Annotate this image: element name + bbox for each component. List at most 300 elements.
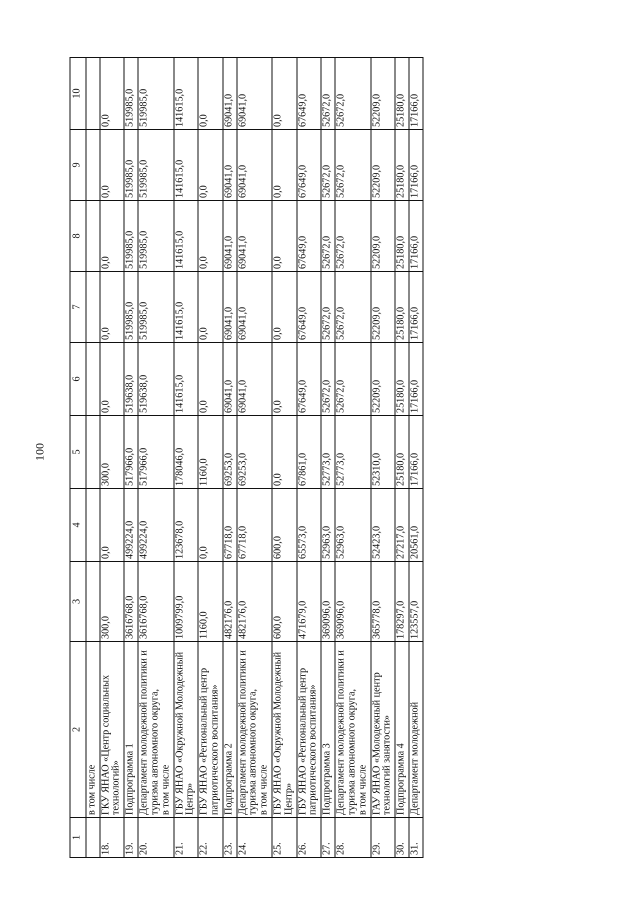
value-cell — [237, 58, 272, 130]
value-cell — [174, 201, 199, 272]
value-line: 69041,0 — [223, 235, 235, 269]
value-line: 3616768,0 — [124, 595, 136, 639]
value-line: 0,0 — [272, 185, 284, 198]
row-number: 30. — [395, 818, 409, 858]
value-line: 178046,0 — [174, 447, 185, 486]
value-cell — [395, 58, 409, 130]
table-row — [272, 58, 297, 858]
value-line: 69041,0 — [237, 93, 249, 127]
value-cell — [321, 416, 335, 489]
value-line: 519638,0 — [138, 374, 150, 413]
row-name — [321, 642, 335, 818]
column-header: 7 — [70, 272, 86, 343]
value-cell — [174, 272, 199, 343]
row-name-line: ГБУ ЯНАО «Окружной Молодежный Центр» — [272, 651, 295, 815]
value-cell — [100, 130, 125, 201]
value-cell — [409, 58, 423, 130]
value-cell — [100, 343, 125, 416]
value-cell — [371, 201, 396, 272]
value-cell — [297, 416, 322, 489]
value-line: 0,0 — [272, 400, 284, 413]
value-cell — [237, 272, 272, 343]
value-cell — [100, 416, 125, 489]
value-cell — [237, 416, 272, 489]
value-line: 300,0 — [100, 616, 112, 639]
value-line: 519985,0 — [138, 159, 150, 198]
value-line: 1009799,0 — [174, 595, 185, 639]
row-name-line: ГБУ ЯНАО «Региональный центр патриотического воспитания» — [297, 667, 319, 815]
value-cell — [124, 416, 138, 489]
value-cell — [321, 130, 335, 201]
value-line: 0,0 — [272, 327, 284, 340]
value-cell — [297, 272, 322, 343]
row-name — [138, 642, 173, 818]
value-cell — [395, 201, 409, 272]
value-cell — [335, 562, 370, 642]
value-line: 52963,0 — [335, 525, 347, 559]
value-cell — [395, 130, 409, 201]
row-name — [100, 642, 125, 818]
value-line: 600,0 — [272, 536, 284, 559]
value-cell — [100, 489, 125, 562]
value-line: 20561,0 — [409, 525, 421, 559]
value-line: 482176,0 — [223, 600, 235, 639]
value-line: 67861,0 — [297, 452, 309, 486]
table-row — [321, 58, 335, 858]
value-cell — [335, 58, 370, 130]
value-cell — [409, 562, 423, 642]
value-line: 67649,0 — [297, 93, 309, 127]
table-row — [138, 58, 173, 858]
row-name-line: Подпрограмма 2 — [223, 743, 235, 815]
value-line: 300,0 — [100, 463, 112, 486]
value-line: 52310,0 — [371, 452, 382, 486]
value-line: 0,0 — [272, 114, 284, 127]
value-cell — [223, 201, 237, 272]
value-cell — [138, 201, 173, 272]
value-cell — [223, 562, 237, 642]
value-line: 52672,0 — [335, 93, 347, 127]
value-line: 52672,0 — [321, 379, 333, 413]
value-cell — [237, 201, 272, 272]
value-cell — [321, 562, 335, 642]
row-name-line: ГБУ ЯНАО «Региональный центр патриотического воспитания» — [198, 667, 221, 815]
value-cell — [371, 489, 396, 562]
value-line: 17166,0 — [409, 235, 421, 269]
value-cell — [321, 272, 335, 343]
value-cell — [138, 416, 173, 489]
value-cell — [395, 562, 409, 642]
row-name-line: в том числе — [160, 764, 172, 815]
value-cell — [395, 343, 409, 416]
value-line: 3616768,0 — [138, 595, 150, 639]
page-number: 100 — [32, 443, 47, 461]
value-cell — [395, 272, 409, 343]
value-line: 52672,0 — [335, 164, 347, 198]
value-cell — [395, 416, 409, 489]
row-name-line: Подпрограмма 3 — [321, 743, 333, 815]
value-line: 69041,0 — [237, 164, 249, 198]
row-name — [395, 642, 409, 818]
value-line: 519985,0 — [124, 88, 136, 127]
value-line: 17166,0 — [409, 379, 421, 413]
value-line: 0,0 — [198, 546, 210, 559]
value-cell — [124, 272, 138, 343]
value-cell — [223, 489, 237, 562]
row-name — [371, 642, 396, 818]
value-line: 123678,0 — [174, 520, 185, 559]
table-row — [371, 58, 396, 858]
value-cell — [409, 272, 423, 343]
value-cell — [237, 343, 272, 416]
value-line: 17166,0 — [409, 452, 421, 486]
value-cell — [86, 343, 100, 416]
value-line: 52209,0 — [371, 306, 382, 340]
value-cell — [297, 201, 322, 272]
value-line: 17166,0 — [409, 164, 421, 198]
value-line: 69041,0 — [223, 379, 235, 413]
value-line: 52773,0 — [335, 452, 347, 486]
value-line: 67718,0 — [237, 525, 249, 559]
value-cell — [124, 58, 138, 130]
value-line: 369096,0 — [321, 600, 333, 639]
value-cell — [86, 58, 100, 130]
value-line: 52209,0 — [371, 93, 382, 127]
value-line: 519985,0 — [138, 88, 150, 127]
value-cell — [297, 58, 322, 130]
value-cell — [409, 130, 423, 201]
value-cell — [371, 130, 396, 201]
value-cell — [371, 58, 396, 130]
value-cell — [321, 489, 335, 562]
value-cell — [198, 343, 223, 416]
value-line: 67649,0 — [297, 379, 309, 413]
value-line: 519985,0 — [124, 301, 136, 340]
value-line: 178297,0 — [395, 600, 407, 639]
row-name-line: Департамент молодежной политики и туризма автономного округа, — [335, 650, 358, 815]
value-line: 52672,0 — [335, 235, 347, 269]
budget-table-container — [70, 58, 575, 858]
table-row — [297, 58, 322, 858]
table-row — [335, 58, 370, 858]
value-line: 519985,0 — [124, 230, 136, 269]
row-number: 20. — [138, 818, 173, 858]
value-line: 141615,0 — [174, 374, 185, 413]
row-name-line: Департамент молодежной — [409, 701, 421, 815]
row-name — [124, 642, 138, 818]
value-line: 52672,0 — [321, 306, 333, 340]
value-line: 25180,0 — [395, 306, 407, 340]
value-line: 0,0 — [272, 473, 284, 486]
column-header: 3 — [70, 562, 86, 642]
value-line: 25180,0 — [395, 164, 407, 198]
value-cell — [272, 58, 297, 130]
table-row — [86, 58, 100, 858]
value-line: 517966,0 — [138, 447, 150, 486]
row-number: 27. — [321, 818, 335, 858]
value-line: 519638,0 — [124, 374, 136, 413]
value-line: 369096,0 — [335, 600, 347, 639]
value-line: 0,0 — [198, 185, 210, 198]
value-line: 69041,0 — [237, 235, 249, 269]
value-cell — [409, 489, 423, 562]
value-cell — [100, 201, 125, 272]
value-cell — [272, 130, 297, 201]
row-name-line: в том числе — [86, 764, 98, 815]
value-cell — [198, 201, 223, 272]
value-line: 69041,0 — [223, 93, 235, 127]
row-number: 28. — [335, 818, 370, 858]
row-name-line: в том числе — [258, 764, 270, 815]
value-line: 0,0 — [272, 256, 284, 269]
value-line: 25180,0 — [395, 379, 407, 413]
value-cell — [198, 489, 223, 562]
row-name-line: ГБУ ЯНАО «Окружной Молодежный Центр» — [174, 651, 196, 815]
value-cell — [371, 562, 396, 642]
value-line: 0,0 — [198, 400, 210, 413]
value-cell — [272, 272, 297, 343]
value-cell — [237, 489, 272, 562]
row-name-line: Департамент молодежной политики и туризма автономного округа, — [237, 650, 259, 815]
value-cell — [138, 489, 173, 562]
value-cell — [138, 562, 173, 642]
value-line: 52672,0 — [321, 164, 333, 198]
value-cell — [237, 130, 272, 201]
column-header: 4 — [70, 489, 86, 562]
value-line: 0,0 — [198, 114, 210, 127]
table-row — [223, 58, 237, 858]
value-line: 69253,0 — [237, 452, 249, 486]
table-row — [174, 58, 199, 858]
value-cell — [237, 562, 272, 642]
column-header: 6 — [70, 343, 86, 416]
row-name-line: Подпрограмма 1 — [124, 743, 136, 815]
value-line: 365778,0 — [371, 600, 382, 639]
value-line: 1160,0 — [198, 458, 210, 486]
column-header: 10 — [70, 58, 86, 130]
value-cell — [138, 58, 173, 130]
row-number: 21. — [174, 818, 199, 858]
value-line: 600,0 — [272, 616, 284, 639]
value-line: 499224,0 — [138, 520, 150, 559]
value-cell — [86, 201, 100, 272]
value-cell — [409, 343, 423, 416]
value-cell — [86, 416, 100, 489]
value-cell — [198, 58, 223, 130]
value-cell — [86, 489, 100, 562]
value-line: 519985,0 — [124, 159, 136, 198]
value-line: 52672,0 — [321, 93, 333, 127]
table-row — [409, 58, 423, 858]
value-line: 67649,0 — [297, 306, 309, 340]
value-cell — [371, 416, 396, 489]
value-line: 27217,0 — [395, 525, 407, 559]
value-line: 69041,0 — [223, 164, 235, 198]
value-line: 499224,0 — [124, 520, 136, 559]
value-cell — [272, 201, 297, 272]
value-line: 52672,0 — [335, 379, 347, 413]
value-cell — [335, 130, 370, 201]
row-number: 23. — [223, 818, 237, 858]
value-cell — [371, 343, 396, 416]
row-name — [223, 642, 237, 818]
row-number: 19. — [124, 818, 138, 858]
value-line: 52963,0 — [321, 525, 333, 559]
value-line: 482176,0 — [237, 600, 249, 639]
table-row — [198, 58, 223, 858]
value-cell — [297, 562, 322, 642]
value-line: 0,0 — [100, 185, 112, 198]
value-line: 69041,0 — [237, 379, 249, 413]
value-cell — [223, 416, 237, 489]
column-header: 5 — [70, 416, 86, 489]
row-name — [409, 642, 423, 818]
value-cell — [138, 272, 173, 343]
budget-table — [70, 57, 424, 858]
value-cell — [138, 343, 173, 416]
value-cell — [174, 489, 199, 562]
row-name — [335, 642, 370, 818]
row-name — [174, 642, 199, 818]
value-cell — [395, 489, 409, 562]
row-number: 26. — [297, 818, 322, 858]
value-line: 519985,0 — [138, 301, 150, 340]
value-cell — [198, 272, 223, 343]
value-cell — [198, 130, 223, 201]
row-name — [86, 642, 100, 818]
row-name — [272, 642, 297, 818]
column-header: 8 — [70, 201, 86, 272]
value-line: 52209,0 — [371, 235, 382, 269]
value-cell — [124, 343, 138, 416]
value-cell — [321, 201, 335, 272]
value-cell — [223, 58, 237, 130]
value-line: 141615,0 — [174, 159, 185, 198]
table-row — [237, 58, 272, 858]
value-cell — [223, 130, 237, 201]
value-line: 0,0 — [198, 256, 210, 269]
value-line: 0,0 — [100, 256, 112, 269]
value-line: 519985,0 — [138, 230, 150, 269]
column-header: 1 — [70, 818, 86, 858]
row-name-line: в том числе — [357, 764, 369, 815]
value-line: 67649,0 — [297, 235, 309, 269]
table-row — [100, 58, 125, 858]
value-cell — [321, 58, 335, 130]
row-number: 25. — [272, 818, 297, 858]
value-line: 52423,0 — [371, 525, 382, 559]
value-line: 1160,0 — [198, 611, 210, 639]
value-cell — [124, 201, 138, 272]
row-name — [297, 642, 322, 818]
value-cell — [409, 201, 423, 272]
value-cell — [138, 130, 173, 201]
row-number: 29. — [371, 818, 396, 858]
value-cell — [86, 272, 100, 343]
value-cell — [409, 416, 423, 489]
value-line: 123557,0 — [409, 600, 421, 639]
row-name-line: Подпрограмма 4 — [395, 743, 407, 815]
column-header: 9 — [70, 130, 86, 201]
value-cell — [272, 489, 297, 562]
value-cell — [174, 58, 199, 130]
value-line: 67649,0 — [297, 164, 309, 198]
column-header: 2 — [70, 642, 86, 818]
value-cell — [174, 416, 199, 489]
value-cell — [223, 343, 237, 416]
value-line: 25180,0 — [395, 235, 407, 269]
value-line: 141615,0 — [174, 301, 185, 340]
row-name-line: Департамент молодежной политики и туризма автономного округа, — [138, 650, 161, 815]
value-cell — [297, 130, 322, 201]
header-row — [70, 58, 86, 858]
value-line: 67718,0 — [223, 525, 235, 559]
value-line: 0,0 — [100, 114, 112, 127]
row-number: 18. — [100, 818, 125, 858]
row-name-line: ГКУ ЯНАО «Центр социальных технологий» — [100, 674, 122, 815]
row-number: 24. — [237, 818, 272, 858]
value-cell — [335, 489, 370, 562]
row-name — [198, 642, 223, 818]
value-line: 52672,0 — [335, 306, 347, 340]
value-cell — [335, 343, 370, 416]
value-line: 52672,0 — [321, 235, 333, 269]
value-cell — [223, 272, 237, 343]
value-cell — [297, 343, 322, 416]
value-line: 52209,0 — [371, 379, 382, 413]
value-line: 69041,0 — [237, 306, 249, 340]
value-cell — [272, 562, 297, 642]
value-cell — [124, 489, 138, 562]
value-line: 69253,0 — [223, 452, 235, 486]
value-cell — [124, 562, 138, 642]
row-name — [237, 642, 272, 818]
value-line: 17166,0 — [409, 306, 421, 340]
value-line: 69041,0 — [223, 306, 235, 340]
value-cell — [297, 489, 322, 562]
value-cell — [272, 416, 297, 489]
value-cell — [198, 562, 223, 642]
value-line: 0,0 — [100, 327, 112, 340]
value-cell — [100, 562, 125, 642]
value-cell — [272, 343, 297, 416]
row-name-line: ГАУ ЯНАО «Молодежный центр технологий занятости» — [371, 672, 393, 815]
value-line: 471679,0 — [297, 600, 309, 639]
value-cell — [371, 272, 396, 343]
table-row — [395, 58, 409, 858]
table-row — [124, 58, 138, 858]
value-line: 65573,0 — [297, 525, 309, 559]
value-cell — [174, 130, 199, 201]
value-line: 0,0 — [198, 327, 210, 340]
row-number: 22. — [198, 818, 223, 858]
value-line: 517966,0 — [124, 447, 136, 486]
value-line: 0,0 — [100, 546, 112, 559]
value-cell — [100, 272, 125, 343]
value-cell — [100, 58, 125, 130]
value-line: 25180,0 — [395, 93, 407, 127]
value-line: 17166,0 — [409, 93, 421, 127]
value-cell — [174, 562, 199, 642]
value-cell — [335, 272, 370, 343]
value-cell — [86, 130, 100, 201]
value-line: 25180,0 — [395, 452, 407, 486]
value-line: 52209,0 — [371, 164, 382, 198]
value-cell — [86, 562, 100, 642]
value-line: 52773,0 — [321, 452, 333, 486]
value-line: 0,0 — [100, 400, 112, 413]
value-cell — [124, 130, 138, 201]
